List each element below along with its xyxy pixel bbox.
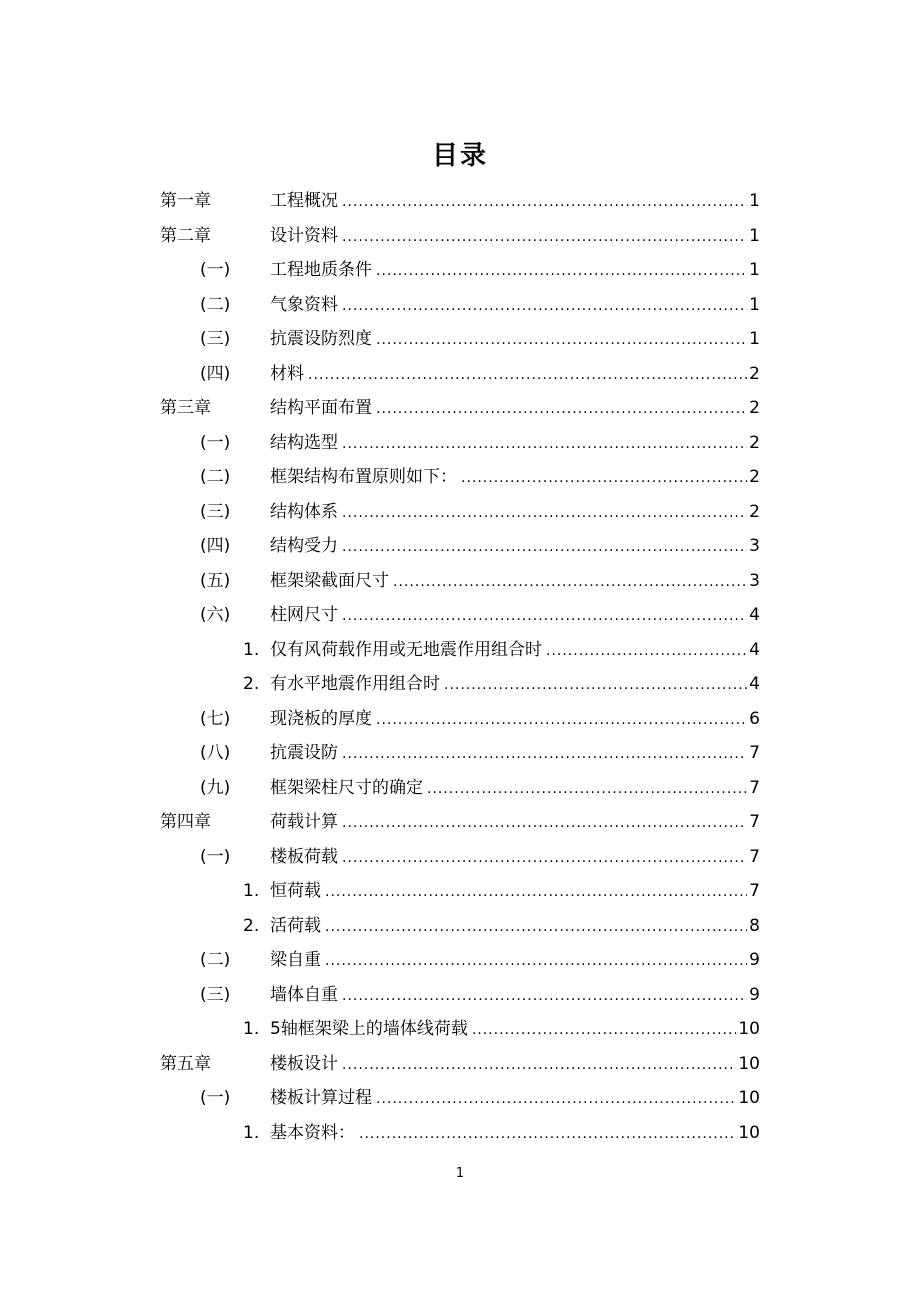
toc-entry[interactable] — [0, 426, 920, 461]
toc-entry-number: (九) — [200, 777, 231, 798]
toc-entry-number: (四) — [200, 363, 231, 384]
toc-entry-number: 1. — [243, 1019, 260, 1039]
toc-entry-line — [270, 460, 760, 496]
toc-dot-leader — [325, 910, 747, 945]
toc-entry-number: 1. — [243, 1122, 260, 1143]
toc-entry-page: 2 — [749, 467, 760, 487]
toc-entry-page: 2 — [749, 363, 760, 384]
toc-entry-line — [270, 288, 760, 324]
toc-entry[interactable] — [0, 943, 920, 978]
toc-entry-title: 梁自重 — [270, 950, 321, 970]
toc-dot-leader — [342, 737, 747, 772]
toc-entry-number: (二) — [200, 950, 231, 970]
toc-entry-page: 1 — [749, 260, 760, 280]
toc-entry[interactable] — [0, 1047, 920, 1082]
toc-dot-leader — [308, 358, 747, 393]
toc-dot-leader — [376, 1082, 736, 1117]
toc-entry[interactable] — [0, 1116, 920, 1151]
toc-entry[interactable] — [0, 840, 920, 875]
toc-dot-leader — [359, 1117, 736, 1152]
toc-entry-title: 楼板计算过程 — [270, 1088, 372, 1108]
toc-entry-title: 仅有风荷载作用或无地震作用组合时 — [270, 639, 542, 660]
toc-entry-number: 第一章 — [160, 191, 211, 211]
toc-dot-leader — [342, 599, 747, 634]
toc-entry[interactable] — [0, 874, 920, 909]
toc-entry[interactable] — [0, 219, 920, 254]
toc-dot-leader — [342, 806, 747, 841]
toc-entry-title: 荷载计算 — [270, 812, 338, 832]
toc-entry-number: (一) — [200, 846, 231, 867]
toc-entry-line — [270, 495, 760, 531]
toc-entry-title: 楼板荷载 — [270, 846, 338, 867]
toc-entry-page: 7 — [749, 743, 760, 763]
toc-dot-leader — [342, 427, 747, 462]
toc-entry-line — [270, 909, 760, 945]
toc-entry-title: 5轴框架梁上的墙体线荷载 — [270, 1019, 468, 1039]
toc-entry[interactable] — [0, 288, 920, 323]
toc-dot-leader — [325, 944, 747, 979]
toc-entry-page: 1 — [749, 329, 760, 349]
toc-list — [0, 184, 920, 1150]
toc-entry-number: (四) — [200, 536, 231, 556]
toc-entry[interactable] — [0, 1012, 920, 1047]
toc-entry-line — [270, 1047, 760, 1083]
toc-entry-number: (一) — [200, 260, 231, 280]
toc-entry-line — [270, 1081, 760, 1117]
toc-dot-leader — [342, 496, 747, 531]
toc-dot-leader — [342, 841, 747, 876]
toc-entry-title: 设计资料 — [270, 225, 338, 246]
toc-entry-line — [270, 1012, 760, 1048]
toc-entry-page: 2 — [749, 432, 760, 453]
toc-entry-line — [270, 771, 760, 807]
toc-entry-line — [270, 529, 760, 565]
toc-entry-page: 6 — [749, 708, 760, 729]
toc-entry-title: 现浇板的厚度 — [270, 708, 372, 729]
toc-entry-title: 气象资料 — [270, 294, 338, 315]
toc-entry-line — [270, 667, 760, 703]
toc-dot-leader — [342, 220, 747, 255]
toc-entry-page: 2 — [749, 501, 760, 522]
toc-dot-leader — [342, 289, 747, 324]
toc-entry-line — [270, 702, 760, 738]
toc-entry-line — [270, 1116, 760, 1152]
toc-entry-page: 10 — [738, 1053, 760, 1074]
toc-dot-leader — [427, 772, 747, 807]
toc-entry-line — [270, 943, 760, 979]
toc-entry-number: (六) — [200, 605, 231, 625]
toc-entry-line — [270, 978, 760, 1014]
toc-entry-number: 2. — [243, 915, 260, 936]
toc-entry[interactable] — [0, 391, 920, 426]
toc-entry-number: 2. — [243, 674, 260, 694]
toc-entry-line — [270, 805, 760, 841]
toc-entry-title: 抗震设防烈度 — [270, 329, 372, 349]
toc-entry-title: 活荷载 — [270, 915, 321, 936]
toc-entry-page: 7 — [749, 777, 760, 798]
toc-entry-page: 3 — [749, 570, 760, 591]
toc-entry-number: 第三章 — [160, 398, 211, 418]
toc-entry-page: 8 — [749, 915, 760, 936]
toc-entry[interactable] — [0, 564, 920, 599]
page-number: 1 — [455, 1166, 465, 1181]
toc-entry[interactable] — [0, 667, 920, 702]
toc-entry-page: 7 — [749, 881, 760, 901]
toc-entry-number: 1. — [243, 639, 260, 660]
toc-dot-leader — [376, 254, 747, 289]
toc-entry-page: 3 — [749, 536, 760, 556]
toc-entry-page: 7 — [749, 846, 760, 867]
toc-entry-number: (三) — [200, 501, 231, 522]
toc-entry-number: (一) — [200, 432, 231, 453]
toc-entry[interactable] — [0, 253, 920, 288]
toc-entry-title: 工程地质条件 — [270, 260, 372, 280]
toc-entry-title: 框架结构布置原则如下： — [270, 467, 457, 487]
toc-entry-title: 墙体自重 — [270, 984, 338, 1005]
toc-entry-line — [270, 426, 760, 462]
toc-dot-leader — [461, 461, 747, 496]
toc-entry-title: 结构受力 — [270, 536, 338, 556]
toc-entry-line — [270, 874, 760, 910]
toc-entry[interactable] — [0, 702, 920, 737]
toc-entry-line — [270, 357, 760, 393]
toc-dot-leader — [342, 979, 747, 1014]
toc-dot-leader — [342, 185, 747, 220]
toc-entry-title: 材料 — [270, 363, 304, 384]
toc-dot-leader — [325, 875, 747, 910]
toc-entry-title: 框架梁截面尺寸 — [270, 570, 389, 591]
toc-dot-leader — [376, 323, 747, 358]
toc-entry-title: 抗震设防 — [270, 743, 338, 763]
toc-entry-number: (二) — [200, 294, 231, 315]
toc-entry-number: (五) — [200, 570, 231, 591]
toc-entry[interactable] — [0, 633, 920, 668]
toc-entry-page: 10 — [738, 1088, 760, 1108]
toc-entry[interactable] — [0, 495, 920, 530]
toc-dot-leader — [376, 392, 747, 427]
toc-entry-line — [270, 219, 760, 255]
toc-entry-line — [270, 840, 760, 876]
toc-entry-title: 结构平面布置 — [270, 398, 372, 418]
toc-entry[interactable] — [0, 736, 920, 771]
toc-dot-leader — [376, 703, 747, 738]
toc-entry[interactable] — [0, 1081, 920, 1116]
toc-entry-number: (七) — [200, 708, 231, 729]
toc-entry-number: 第二章 — [160, 225, 211, 246]
toc-entry[interactable] — [0, 460, 920, 495]
toc-entry-title: 框架梁柱尺寸的确定 — [270, 777, 423, 798]
toc-dot-leader — [342, 530, 747, 565]
toc-entry-title: 工程概况 — [270, 191, 338, 211]
toc-entry[interactable] — [0, 322, 920, 357]
toc-entry-line — [270, 322, 760, 358]
toc-dot-leader — [393, 565, 747, 600]
toc-entry-page: 4 — [749, 674, 760, 694]
toc-entry-title: 结构选型 — [270, 432, 338, 453]
toc-entry-page: 1 — [749, 191, 760, 211]
toc-dot-leader — [444, 668, 747, 703]
toc-entry-title: 结构体系 — [270, 501, 338, 522]
toc-entry-page: 1 — [749, 294, 760, 315]
toc-entry-page: 10 — [738, 1019, 760, 1039]
toc-entry-number: (二) — [200, 467, 231, 487]
toc-entry-number: 1. — [243, 881, 260, 901]
toc-dot-leader — [472, 1013, 737, 1048]
toc-entry-number: (三) — [200, 984, 231, 1005]
toc-entry[interactable] — [0, 909, 920, 944]
toc-entry[interactable] — [0, 598, 920, 633]
toc-entry-page: 9 — [749, 984, 760, 1005]
toc-entry-line — [270, 391, 760, 427]
toc-dot-leader — [546, 634, 747, 669]
toc-entry-page: 9 — [749, 950, 760, 970]
toc-entry-number: 第四章 — [160, 812, 211, 832]
toc-entry-line — [270, 564, 760, 600]
toc-entry-line — [270, 736, 760, 772]
toc-entry-title: 恒荷载 — [270, 881, 321, 901]
toc-entry[interactable] — [0, 978, 920, 1013]
toc-entry-page: 4 — [749, 639, 760, 660]
toc-entry[interactable] — [0, 357, 920, 392]
toc-entry-line — [270, 184, 760, 220]
toc-entry[interactable] — [0, 184, 920, 219]
toc-entry-title: 楼板设计 — [270, 1053, 338, 1074]
toc-entry[interactable] — [0, 771, 920, 806]
toc-title: 目录 — [431, 141, 488, 171]
toc-entry-number: (八) — [200, 743, 231, 763]
toc-dot-leader — [342, 1048, 736, 1083]
toc-entry-title: 有水平地震作用组合时 — [270, 674, 440, 694]
toc-entry-page: 1 — [749, 225, 760, 246]
toc-entry-line — [270, 598, 760, 634]
toc-entry-number: 第五章 — [160, 1053, 211, 1074]
toc-entry-title: 基本资料： — [270, 1122, 355, 1143]
toc-entry-line — [270, 253, 760, 289]
toc-entry-page: 2 — [749, 398, 760, 418]
toc-entry-page: 7 — [749, 812, 760, 832]
toc-entry[interactable] — [0, 529, 920, 564]
toc-entry[interactable] — [0, 805, 920, 840]
toc-entry-number: (三) — [200, 329, 231, 349]
toc-entry-page: 10 — [738, 1122, 760, 1143]
toc-entry-title: 柱网尺寸 — [270, 605, 338, 625]
toc-entry-line — [270, 633, 760, 669]
toc-entry-page: 4 — [749, 605, 760, 625]
toc-entry-number: (一) — [200, 1088, 231, 1108]
